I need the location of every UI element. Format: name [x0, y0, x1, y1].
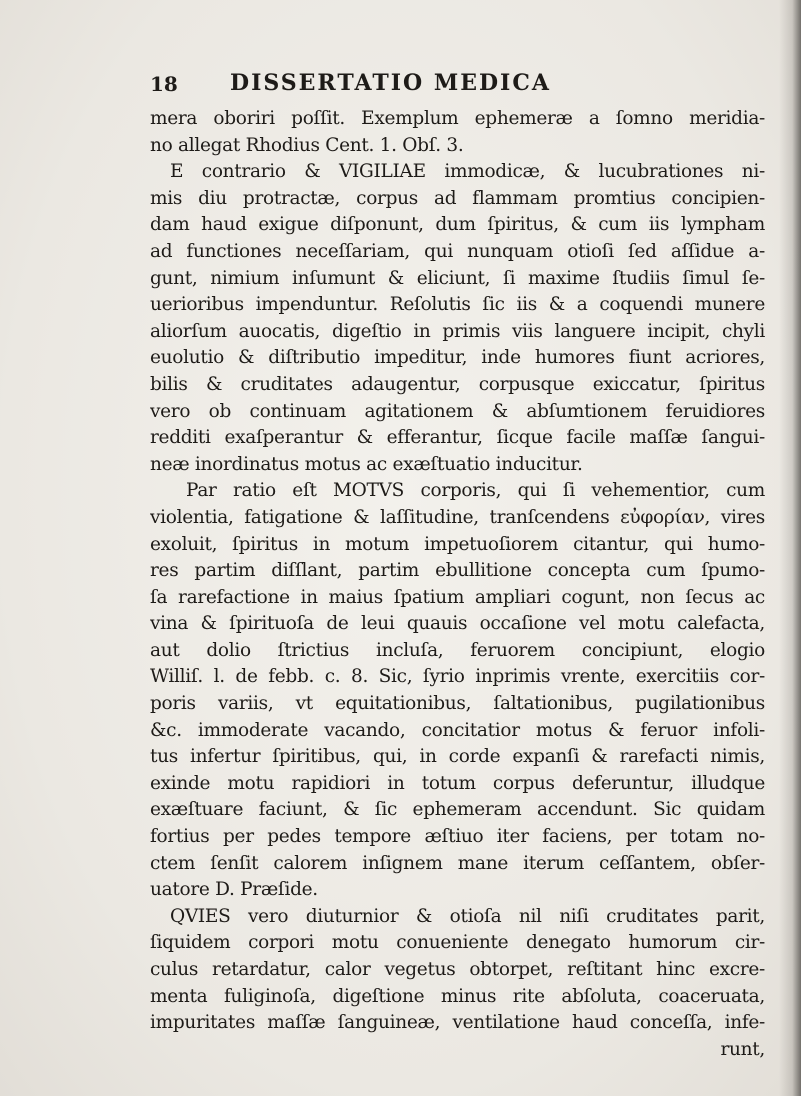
text-line: culus retardatur, calor vegetus obtorpet, reſtitant hinc excre-	[150, 959, 765, 980]
text-line: vero ob continuam agitationem & abſumtionem feruidiores	[150, 400, 765, 422]
text-line: uerioribus impenduntur. Reſolutis ſic iis & a coquendi munere	[150, 294, 765, 316]
text-line: uatore D. Præſide.	[150, 879, 318, 901]
text-line: vina & ſpirituoſa de leui quauis occaſione vel motu calefacta,	[150, 613, 765, 635]
text-line: impuritates maſſæ ſanguineæ, ventilatione haud conceſſa, infe-	[150, 1012, 765, 1034]
page-header	[150, 70, 750, 100]
text-line: ad functiones neceſſariam, qui nunquam otioſi ſed aſſidue a-	[150, 240, 765, 262]
text-line: bilis & cruditates adaugentur, corpusque exiccatur, ſpiritus	[150, 373, 765, 395]
text-line: tus infertur ſpiritibus, qui, in corde expanſi & rarefacti nimis,	[150, 746, 765, 768]
text-line: euolutio & diſtributio impeditur, inde humores fiunt acriores,	[150, 347, 765, 369]
text-line: E contrario & VIGILIAE immodicæ, & lucubrationes ni-	[170, 161, 765, 183]
text-line: aliorſum auocatis, digeſtio in primis viis languere incipit, chyli	[150, 320, 765, 342]
text-line: ſiquidem corpori motu conueniente denegato humorum cir-	[150, 932, 765, 954]
text-line: mera oboriri poſſit. Exemplum ephemeræ a ſomno meridia-	[150, 108, 765, 129]
text-line: exæſtuare faciunt, & ſic ephemeram accendunt. Sic quidam	[150, 799, 765, 821]
text-line: fortius per pedes tempore æſtiuo iter faciens, per totam no-	[150, 826, 765, 848]
text-line: exinde motu rapidiori in totum corpus deferuntur, illudque	[150, 772, 765, 794]
catchword: runt,	[720, 1038, 765, 1060]
running-title: DISSERTATIO MEDICA	[230, 70, 551, 96]
text-line: aut dolio ſtrictius incluſa, feruorem concipiunt, elogio	[150, 639, 765, 661]
text-line: Williſ. l. de febb. c. 8. Sic, ſyrio inprimis vrente, exercitiis cor-	[150, 666, 765, 688]
text-line: gunt, nimium inſumunt & eliciunt, ſi maxime ſtudiis ſimul ſe-	[150, 267, 765, 289]
text-line: QVIES vero diuturnior & otioſa nil niſi cruditates parit,	[170, 905, 765, 927]
text-line: ctem ſenſit calorem inſignem mane iterum ceſſantem, obſer-	[150, 852, 765, 874]
text-line: mis diu protractæ, corpus ad flammam promtius concipien-	[150, 187, 765, 209]
page-number: 18	[150, 72, 178, 96]
page-edge-shadow	[779, 0, 801, 1096]
text-line: Par ratio eſt MOTVS corporis, qui ſi vehementior, cum	[186, 480, 765, 502]
body-text	[150, 106, 765, 1063]
text-line: neæ inordinatus motus ac exæſtuatio inducitur.	[150, 453, 583, 475]
text-line: poris variis, vt equitationibus, ſaltationibus, pugilationibus	[150, 693, 765, 715]
text-line: menta fuliginoſa, digeſtione minus rite abſoluta, coaceruata,	[150, 985, 765, 1007]
text-line: &c. immoderate vacando, concitatior motus & feruor infoli-	[150, 719, 765, 741]
text-line: res partim diſſlant, partim ebullitione concepta cum ſpumo-	[150, 560, 765, 582]
text-line: ſa rarefactione in maius ſpatium ampliari cogunt, non ſecus ac	[150, 586, 765, 608]
text-line: violentia, fatigatione & laſſitudine, tranſcendens εὐφορίαν, vires	[150, 506, 765, 528]
text-line: dam haud exigue diſponunt, dum ſpiritus, & cum iis lympham	[150, 214, 765, 236]
text-line: no allegat Rhodius Cent. 1. Obſ. 3.	[150, 134, 464, 156]
text-line: redditi exaſperantur & efferantur, ſicque facile maſſæ ſangui-	[150, 427, 765, 449]
text-line: exoluit, ſpiritus in motum impetuoſiorem citantur, qui humo-	[150, 533, 765, 555]
